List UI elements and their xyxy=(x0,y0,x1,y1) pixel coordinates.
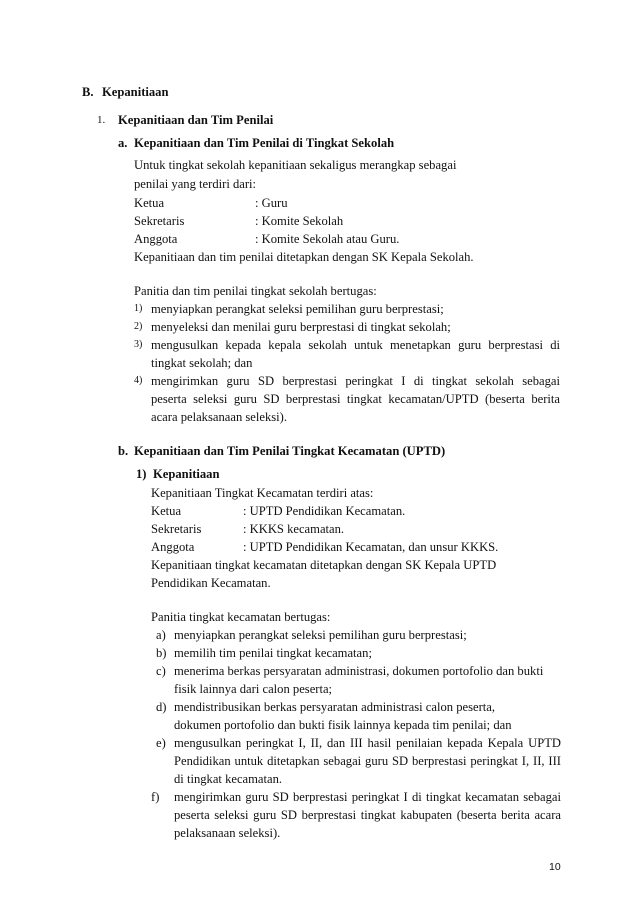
part-b-sk-line-1: Kepanitiaan tingkat kecamatan ditetapkan dengan SK Kepala UPTD xyxy=(151,558,497,572)
part-b-sub-title: Kepanitiaan xyxy=(153,467,220,481)
list-item: menyiapkan perangkat seleksi pemilihan guru berprestasi; xyxy=(151,302,444,316)
list-item: mengirimkan guru SD berprestasi peringkat I di tingkat kecamatan sebagai xyxy=(174,790,561,804)
list-item-number: 3) xyxy=(134,339,143,350)
list-item-number: c) xyxy=(156,664,166,678)
list-item-continuation: di tingkat kecamatan. xyxy=(174,772,283,786)
list-item: menerima berkas persyaratan administrasi, dokumen portofolio dan bukti xyxy=(174,664,544,678)
section-title: Kepanitiaan xyxy=(102,85,169,99)
part-a-member-value: : Komite Sekolah xyxy=(255,214,344,228)
list-item-continuation: dokumen portofolio dan bukti fisik lainnya kepada tim penilai; dan xyxy=(174,718,512,732)
part-a-intro-line-1: Untuk tingkat sekolah kepanitiaan sekaligus merangkap sebagai xyxy=(134,158,457,172)
subsection-title: Kepanitiaan dan Tim Penilai xyxy=(118,113,274,127)
list-item-continuation: fisik lainnya dari calon peserta; xyxy=(174,682,333,696)
list-item: mendistribusikan berkas persyaratan administrasi calon peserta, xyxy=(174,700,496,714)
part-a-title: Kepanitiaan dan Tim Penilai di Tingkat Sekolah xyxy=(134,136,395,150)
part-a-member-value: : Guru xyxy=(255,196,288,210)
part-b-member-role: Ketua xyxy=(151,504,182,518)
list-item: mengusulkan peringkat I, II, dan III hasil penilaian kepada Kepala UPTD xyxy=(174,736,561,750)
part-b-label: b. xyxy=(118,444,129,458)
list-item-number: d) xyxy=(156,700,167,714)
part-b-tasks-intro: Panitia tingkat kecamatan bertugas: xyxy=(151,610,331,624)
part-a-label: a. xyxy=(118,136,128,150)
list-item: memilih tim penilai tingkat kecamatan; xyxy=(174,646,372,660)
list-item: menyiapkan perangkat seleksi pemilihan guru berprestasi; xyxy=(174,628,467,642)
list-item-continuation: acara pelaksanaan seleksi). xyxy=(151,410,288,424)
part-b-member-role: Anggota xyxy=(151,540,195,554)
list-item-continuation: peserta seleksi guru SD berprestasi tingkat kecamatan/UPTD (beserta berita xyxy=(151,392,560,406)
part-a-member-role: Sekretaris xyxy=(134,214,185,228)
part-a-intro-line-2: penilai yang terdiri dari: xyxy=(134,177,257,191)
list-item-continuation: Pendidikan untuk ditetapkan sebagai guru SD berprestasi peringkat I, II, III xyxy=(174,754,561,768)
part-a-tasks-intro: Panitia dan tim penilai tingkat sekolah bertugas: xyxy=(134,284,377,298)
part-a-member-role: Ketua xyxy=(134,196,165,210)
part-b-title: Kepanitiaan dan Tim Penilai Tingkat Kecamatan (UPTD) xyxy=(134,444,446,458)
part-b-member-value: : UPTD Pendidikan Kecamatan, dan unsur KKKS. xyxy=(243,540,499,554)
list-item-continuation: tingkat sekolah; dan xyxy=(151,356,253,370)
part-b-member-value: : KKKS kecamatan. xyxy=(243,522,345,536)
list-item: mengirimkan guru SD berprestasi peringkat I di tingkat sekolah sebagai xyxy=(151,374,560,388)
list-item: menyeleksi dan menilai guru berprestasi di tingkat sekolah; xyxy=(151,320,451,334)
part-b-member-role: Sekretaris xyxy=(151,522,202,536)
part-a-member-value: : Komite Sekolah atau Guru. xyxy=(255,232,400,246)
part-b-sk-line-2: Pendidikan Kecamatan. xyxy=(151,576,271,590)
list-item-continuation: pelaksanaan seleksi). xyxy=(174,826,281,840)
list-item-number: 2) xyxy=(134,321,143,332)
part-b-sub-label: 1) xyxy=(136,467,147,481)
page-number: 10 xyxy=(549,861,561,873)
part-b-intro: Kepanitiaan Tingkat Kecamatan terdiri atas: xyxy=(151,486,374,500)
list-item-number: 4) xyxy=(134,375,143,386)
part-a-member-role: Anggota xyxy=(134,232,178,246)
part-b-member-value: : UPTD Pendidikan Kecamatan. xyxy=(243,504,406,518)
part-a-sk-line: Kepanitiaan dan tim penilai ditetapkan dengan SK Kepala Sekolah. xyxy=(134,250,474,264)
list-item-number: b) xyxy=(156,646,167,660)
list-item-continuation: peserta seleksi guru SD berprestasi tingkat kabupaten (beserta berita acara xyxy=(174,808,561,822)
list-item-number: f) xyxy=(151,790,160,804)
subsection-label: 1. xyxy=(97,114,106,126)
list-item-number: e) xyxy=(156,736,166,750)
list-item-number: 1) xyxy=(134,303,143,314)
list-item-number: a) xyxy=(156,628,166,642)
list-item: mengusulkan kepada kepala sekolah untuk menetapkan guru berprestasi di xyxy=(151,338,560,352)
section-label: B. xyxy=(82,85,94,99)
